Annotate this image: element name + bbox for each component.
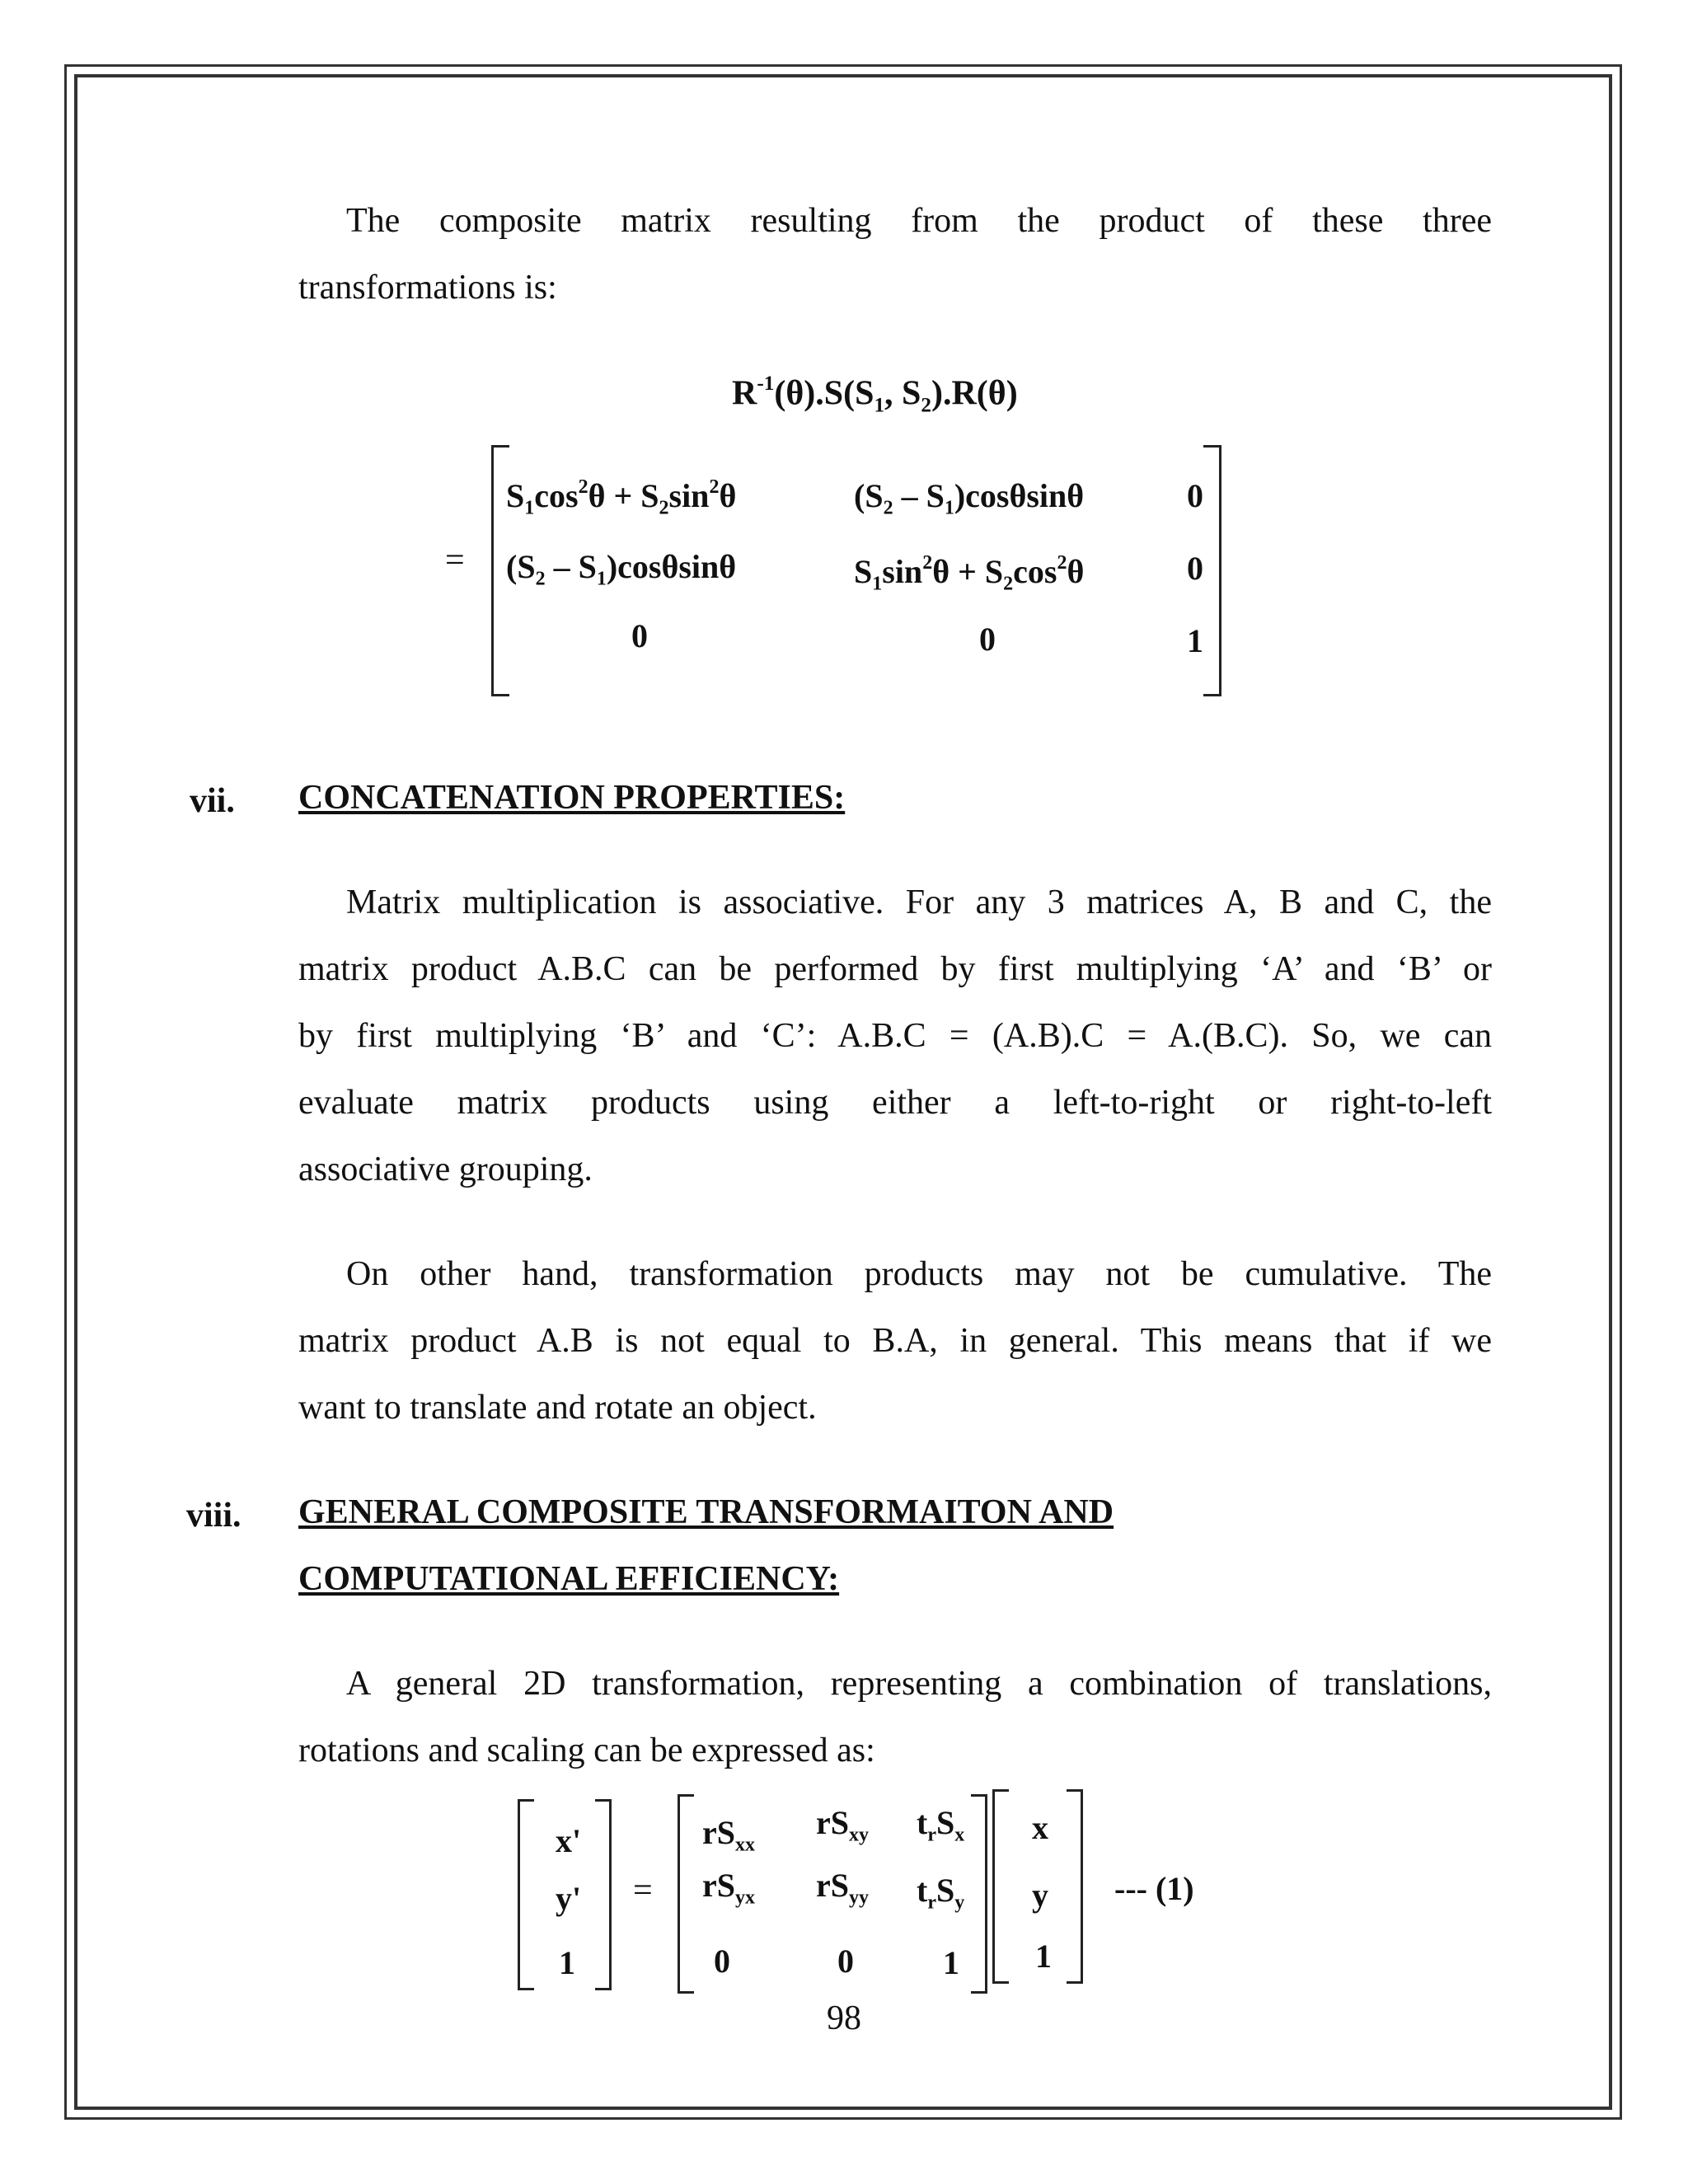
matrix2-lhs-y: y' (556, 1880, 582, 1917)
matrix1-r2c3: 0 (1187, 550, 1203, 587)
matrix2-lhs-left-bracket (518, 1799, 534, 1990)
matrix1-r2c1: $(S_2 - S_1)\cos\theta\sin\theta$ (506, 548, 737, 590)
matrix2-rhs-y: y (1032, 1877, 1048, 1914)
matrix1-r3c3: 1 (1187, 622, 1203, 659)
matrix1-r1c1: $S_1\cos^2\theta + S_2\sin^2\theta$ (506, 476, 737, 519)
matrix2-m-left-bracket (678, 1794, 694, 1994)
matrix2-lhs-one: 1 (559, 1944, 575, 1981)
para3-line2: matrix product A.B is not equal to B.A, in general. This means that if we (298, 1322, 1492, 1360)
matrix2-lhs-right-bracket (595, 1799, 612, 1990)
matrix2-m-r3c2: 0 (837, 1943, 854, 1980)
matrix1-r2c2: $S_1\sin^2\theta + S_2\cos^2\theta$ (854, 552, 1085, 595)
para2-line2: matrix product A.B.C can be performed by first multiplying ‘A’ and ‘B’ or (298, 950, 1492, 988)
matrix2-m-r1c1: $rS_{xx}$ (702, 1814, 755, 1856)
matrix2-m-r3c3: 1 (943, 1944, 959, 1981)
para2-line4: evaluate matrix products using either a left-to-right or right-to-left (298, 1084, 1492, 1122)
para1-line1: The composite matrix resulting from the product of these three (346, 202, 1492, 240)
matrix1-r1c2: $(S_2 - S_1)\cos\theta\sin\theta$ (854, 477, 1085, 519)
matrix1-r3c2: 0 (979, 621, 996, 658)
section8-title-line2: COMPUTATIONAL EFFICIENCY: (298, 1560, 840, 1598)
para3-line1: On other hand, transformation products may not be cumulative. The (346, 1255, 1492, 1293)
para1-line2: transformations is: (298, 269, 557, 307)
matrix2-rhs-left-bracket (992, 1789, 1009, 1984)
matrix2-m-right-bracket (971, 1794, 987, 1994)
matrix2-m-r2c3: $t_rS_y$ (917, 1872, 965, 1914)
matrix2-m-r1c2: $rS_{xy}$ (816, 1804, 869, 1846)
section7-number: vii. (190, 782, 235, 820)
section8-number: viii. (186, 1497, 241, 1535)
para2-line3: by first multiplying ‘B’ and ‘C’: A.B.C = (A.B).C = A.(B.C). So, we can (298, 1017, 1492, 1055)
matrix2-equals: = (633, 1872, 653, 1910)
matrix2-lhs-x: x' (556, 1822, 582, 1859)
matrix2-rhs-x: x (1032, 1809, 1048, 1846)
matrix1-r3c1: 0 (631, 617, 648, 654)
matrix1-equals: = (445, 541, 465, 579)
matrix2-m-r3c1: 0 (714, 1943, 730, 1980)
section8-title-line1: GENERAL COMPOSITE TRANSFORMAITON AND (298, 1493, 1114, 1531)
matrix1-right-bracket (1203, 445, 1221, 696)
matrix2-rhs-right-bracket (1067, 1789, 1083, 1984)
formula-composite: $R^{-1}(\theta).S(S_1$, $S_2).R(\theta)$ (732, 373, 1018, 417)
matrix2-rhs-one: 1 (1035, 1938, 1052, 1975)
page-number: 98 (827, 1999, 861, 2037)
matrix2-m-r2c2: $rS_{yy}$ (816, 1867, 869, 1909)
para4-line1: A general 2D transformation, representing a combination of translations, (346, 1665, 1492, 1703)
para3-line3: want to translate and rotate an object. (298, 1389, 817, 1427)
matrix1-r1c3: 0 (1187, 477, 1203, 514)
equation-label: --- (1) (1114, 1870, 1194, 1907)
section7-title: CONCATENATION PROPERTIES: (298, 779, 846, 817)
matrix2-m-r1c3: $t_rS_x$ (917, 1804, 965, 1846)
matrix2-m-r2c1: $rS_{yx}$ (702, 1867, 755, 1909)
para2-line5: associative grouping. (298, 1151, 593, 1188)
para2-line1: Matrix multiplication is associative. For any 3 matrices A, B and C, the (346, 883, 1492, 921)
para4-line2: rotations and scaling can be expressed as: (298, 1732, 875, 1769)
